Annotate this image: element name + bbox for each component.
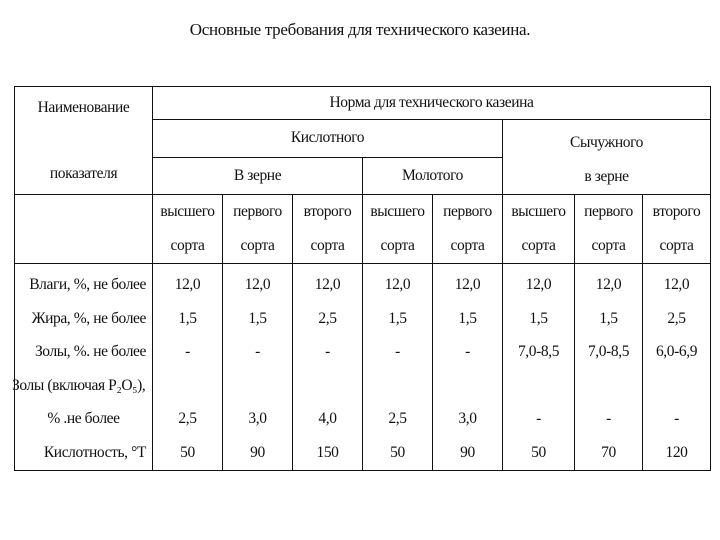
grade-values-column <box>433 264 503 471</box>
grade-header <box>575 195 643 264</box>
indicator-value: 150 <box>316 443 339 461</box>
indicator-value: 50 <box>390 443 405 461</box>
indicator-value: 7,0-8,5 <box>587 343 630 361</box>
indicator-value: - <box>536 410 541 428</box>
acid-casein-header: Кислотного <box>153 120 503 158</box>
indicator-value: 12,0 <box>174 276 201 293</box>
indicator-value: 6,0-6,9 <box>655 343 698 361</box>
indicator-value: 120 <box>665 443 688 461</box>
indicator-value <box>503 369 574 403</box>
grade-sort-label: сорта <box>450 237 485 254</box>
indicator-value <box>643 369 710 403</box>
grade-header <box>153 195 223 264</box>
indicator-value <box>223 369 292 403</box>
indicator-value: 90 <box>460 443 475 461</box>
indicator-value: 3,0 <box>248 410 267 428</box>
indicator-names-column <box>12 264 153 471</box>
indicator-value <box>363 369 432 403</box>
indicator-value: 1,5 <box>178 309 197 327</box>
rennet-grain-label: в зерне <box>584 168 629 185</box>
indicator-value: 4,0 <box>318 410 337 428</box>
indicator-value: - <box>395 343 400 361</box>
grade-label: второго <box>303 203 352 220</box>
indicator-name: % .не более <box>47 410 120 428</box>
indicator-value: 12,0 <box>384 276 411 293</box>
indicator-value <box>575 369 642 403</box>
indicator-value: 7,0-8,5 <box>517 343 560 361</box>
grade-label: первого <box>584 203 633 220</box>
indicator-name: Жира, %, не более <box>31 309 146 327</box>
grade-sort-label: сорта <box>380 237 415 254</box>
indicator-value: 2,5 <box>178 410 197 428</box>
indicator-value: 12,0 <box>454 276 481 293</box>
grade-sort-label: сорта <box>310 237 345 254</box>
grade-header <box>643 195 711 264</box>
indicator-value: 1,5 <box>388 309 407 327</box>
norm-header: Норма для технического казеина <box>153 87 711 120</box>
indicator-value: - <box>674 410 679 428</box>
indicator-value: 2,5 <box>318 309 337 327</box>
indicator-name-header-line1: Наименование <box>37 99 130 116</box>
indicator-name-header-cont <box>15 195 153 264</box>
indicator-value: 12,0 <box>525 276 552 293</box>
grade-sort-label: сорта <box>591 237 626 254</box>
grade-header <box>223 195 293 264</box>
indicator-name-header <box>15 87 153 195</box>
indicator-value: 3,0 <box>458 410 477 428</box>
grade-label: высшего <box>160 203 215 220</box>
indicator-value <box>293 369 362 403</box>
rennet-casein-label: Сычужного <box>570 134 643 151</box>
indicator-value: 2,5 <box>667 309 686 327</box>
indicator-value: 1,5 <box>599 309 618 327</box>
indicator-value: 1,5 <box>248 309 267 327</box>
grade-values-column <box>575 264 643 471</box>
grade-values-column <box>223 264 293 471</box>
page-title: Основные требования для технического казеина. <box>189 20 531 39</box>
grade-values-column <box>643 264 711 471</box>
grade-header <box>293 195 363 264</box>
indicator-name: Кислотность, °Т <box>43 443 146 461</box>
indicator-value <box>153 369 222 403</box>
grade-label: высшего <box>511 203 566 220</box>
grade-sort-label: сорта <box>521 237 556 254</box>
indicator-name-header-line2: показателя <box>49 165 118 182</box>
indicator-name: Влаги, %, не более <box>29 276 146 293</box>
indicator-value: 2,5 <box>388 410 407 428</box>
grade-values-column <box>363 264 433 471</box>
indicator-value: 50 <box>531 443 546 461</box>
indicator-name: Золы (включая P₂O₅), <box>12 376 146 394</box>
grade-values-column <box>503 264 575 471</box>
grade-header <box>433 195 503 264</box>
indicator-value: 70 <box>601 443 616 461</box>
grade-sort-label: сорта <box>659 237 694 254</box>
grade-header <box>363 195 433 264</box>
indicator-value: 90 <box>250 443 265 461</box>
indicator-name: Золы, %. не более <box>34 343 146 361</box>
grade-values-column <box>293 264 363 471</box>
indicator-value: 1,5 <box>458 309 477 327</box>
indicator-value: 1,5 <box>529 309 548 327</box>
indicator-value: 50 <box>180 443 195 461</box>
grade-label: первого <box>443 203 492 220</box>
indicator-value: 12,0 <box>244 276 271 293</box>
grade-header <box>503 195 575 264</box>
grade-values-column <box>153 264 223 471</box>
indicator-value: 12,0 <box>663 276 690 293</box>
grade-sort-label: сорта <box>240 237 275 254</box>
grade-label: высшего <box>370 203 425 220</box>
rennet-casein-header <box>503 120 711 195</box>
grade-label: первого <box>233 203 282 220</box>
indicator-value: 12,0 <box>595 276 622 293</box>
indicator-value: - <box>255 343 260 361</box>
indicator-value: - <box>325 343 330 361</box>
grade-sort-label: сорта <box>170 237 205 254</box>
indicator-value: - <box>185 343 190 361</box>
indicator-value: - <box>606 410 611 428</box>
indicator-value: - <box>465 343 470 361</box>
ground-header: Молотого <box>363 157 503 195</box>
grain-header: В зерне <box>153 157 363 195</box>
indicator-value <box>433 369 502 403</box>
casein-requirements-table <box>14 86 711 471</box>
indicator-value: 12,0 <box>314 276 341 293</box>
grade-label: второго <box>652 203 701 220</box>
